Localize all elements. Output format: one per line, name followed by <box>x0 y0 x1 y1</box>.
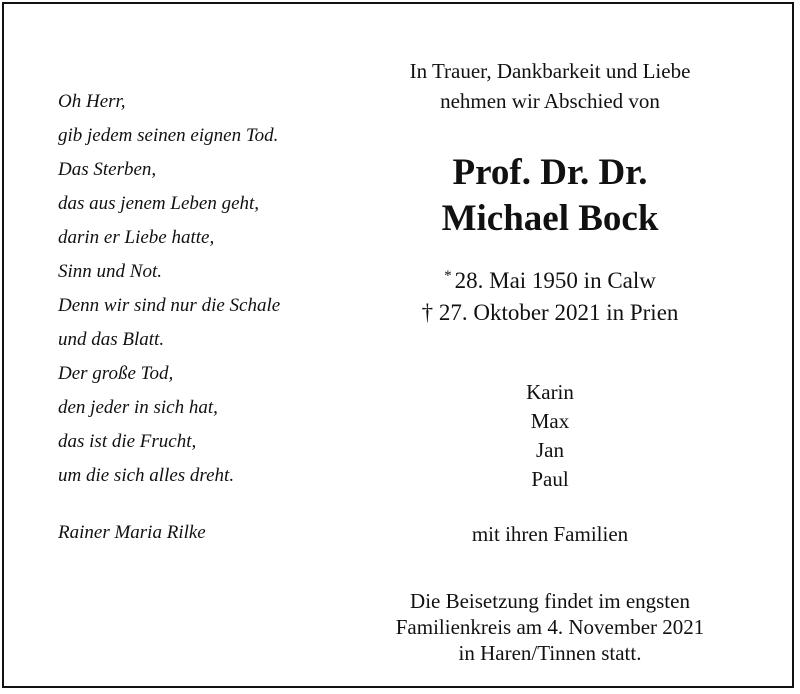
family-member: Karin <box>526 380 574 404</box>
life-dates <box>370 260 730 329</box>
poem-line: den jeder in sich hat, <box>58 397 218 418</box>
birth-date <box>370 260 730 297</box>
poem-author: Rainer Maria Rilke <box>58 522 206 543</box>
intro-line: nehmen wir Abschied von <box>440 89 660 113</box>
poem-line: Der große Tod, <box>58 363 174 384</box>
poem-line: das ist die Frucht, <box>58 431 197 452</box>
poem-line: das aus jenem Leben geht, <box>58 193 260 214</box>
deceased-fullname: Michael Bock <box>441 198 659 239</box>
death-date: † 27. Oktober 2021 in Prien <box>421 300 679 325</box>
intro-line: In Trauer, Dankbarkeit und Liebe <box>409 59 691 83</box>
burial-line: in Haren/Tinnen statt. <box>458 641 642 665</box>
family-member: Paul <box>531 467 569 491</box>
family-member: Max <box>530 409 570 433</box>
poem-line: Sinn und Not. <box>58 261 162 282</box>
family-members <box>370 378 730 494</box>
burial-info <box>370 588 730 666</box>
poem <box>58 85 358 493</box>
intro-text <box>370 56 730 116</box>
deceased-name <box>370 150 730 242</box>
poem-line: Denn wir sind nur die Schale <box>58 295 281 316</box>
burial-line: Familienkreis am 4. November 2021 <box>395 615 705 639</box>
poem-line: um die sich alles dreht. <box>58 465 235 486</box>
burial-line: Die Beisetzung findet im engsten <box>410 589 690 613</box>
poem-line: und das Blatt. <box>58 329 165 350</box>
family-member: Jan <box>536 438 564 462</box>
family-note: mit ihren Familien <box>471 522 629 546</box>
poem-line: Das Sterben, <box>58 159 157 180</box>
poem-line: Oh Herr, <box>58 91 126 112</box>
poem-line: darin er Liebe hatte, <box>58 227 215 248</box>
birth-text: 28. Mai 1950 in Calw <box>454 268 656 293</box>
birth-symbol: * <box>444 268 452 284</box>
poem-line: gib jedem seinen eignen Tod. <box>58 125 279 146</box>
deceased-title: Prof. Dr. Dr. <box>452 152 648 193</box>
